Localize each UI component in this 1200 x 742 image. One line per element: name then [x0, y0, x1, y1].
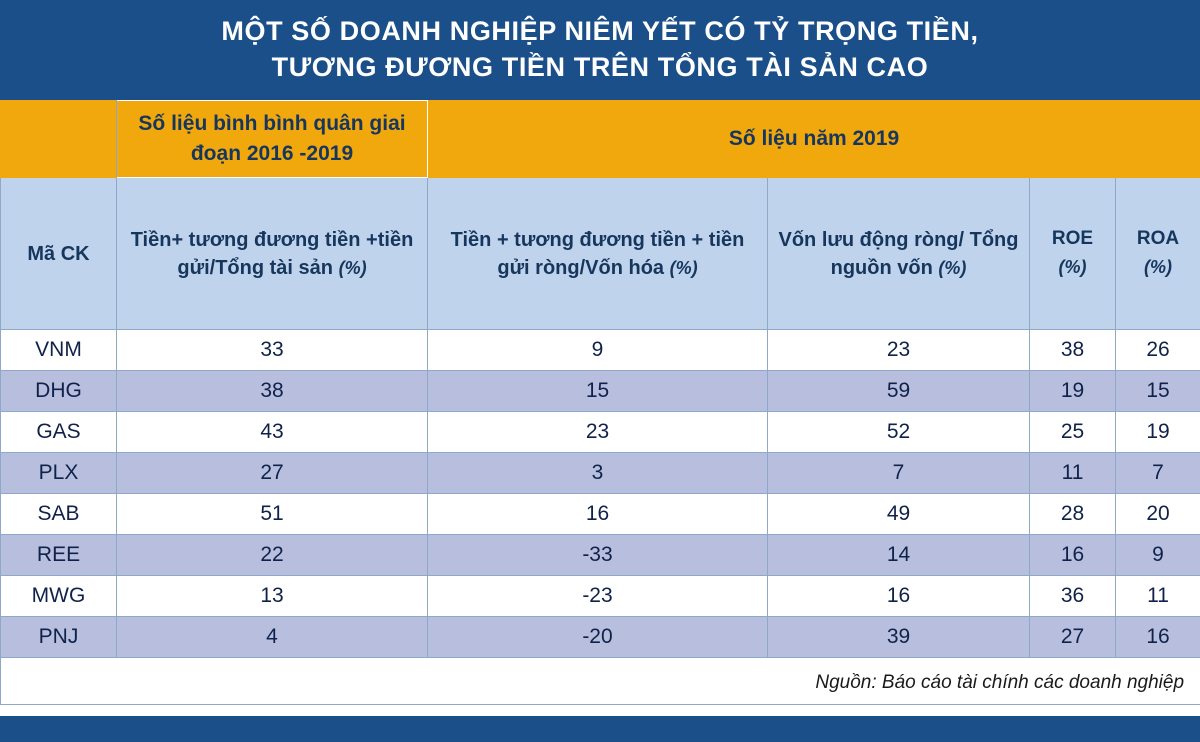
bottom-accent-strip — [0, 716, 1200, 742]
column-header-nwc-capital-unit: (%) — [938, 257, 967, 278]
cell-ticker: MWG — [1, 576, 117, 617]
column-header-roe-label: ROE — [1051, 228, 1094, 249]
cell-ticker: SAB — [1, 494, 117, 535]
cell-ticker: DHG — [1, 371, 117, 412]
table-row — [1, 453, 1200, 494]
group-header-row — [1, 101, 1200, 178]
table-row — [1, 371, 1200, 412]
cell-nwc-capital: 52 — [768, 412, 1030, 453]
title-banner — [0, 0, 1200, 100]
cell-ticker: VNM — [1, 330, 117, 371]
group-header-year-2019: Số liệu năm 2019 — [428, 101, 1200, 178]
cell-roe: 19 — [1030, 371, 1116, 412]
table-row — [1, 576, 1200, 617]
cell-cash-marketcap: 16 — [428, 494, 768, 535]
column-header-cash-marketcap-label: Tiền + tương đương tiền + tiền gửi ròng/Vốn hóa — [450, 228, 745, 279]
cell-roa: 11 — [1116, 576, 1200, 617]
column-header-ticker-label: Mã CK — [27, 242, 90, 265]
cell-roa: 19 — [1116, 412, 1200, 453]
cell-roa: 16 — [1116, 617, 1200, 658]
column-header-roa — [1116, 178, 1200, 330]
cell-nwc-capital: 7 — [768, 453, 1030, 494]
cell-roa: 15 — [1116, 371, 1200, 412]
cell-roe: 11 — [1030, 453, 1116, 494]
cell-cash-assets: 13 — [117, 576, 428, 617]
column-header-cash-assets-label: Tiền+ tương đương tiền +tiền gửi/Tổng tài sản — [130, 228, 414, 279]
column-header-cash-assets — [117, 178, 428, 330]
column-header-roa-label: ROA — [1136, 228, 1180, 249]
cell-nwc-capital: 14 — [768, 535, 1030, 576]
cell-cash-assets: 38 — [117, 371, 428, 412]
cell-cash-marketcap: 23 — [428, 412, 768, 453]
group-header-blank — [1, 101, 117, 178]
column-header-roe — [1030, 178, 1116, 330]
group-header-avg-period: Số liệu bình bình quân giai đoạn 2016 -2019 — [117, 101, 428, 178]
cell-ticker: PNJ — [1, 617, 117, 658]
column-header-cash-assets-unit: (%) — [338, 257, 367, 278]
cell-cash-assets: 22 — [117, 535, 428, 576]
cell-cash-marketcap: 3 — [428, 453, 768, 494]
title-line-2: TƯƠNG ĐƯƠNG TIỀN TRÊN TỔNG TÀI SẢN CAO — [271, 52, 929, 82]
cell-roa: 9 — [1116, 535, 1200, 576]
cell-ticker: GAS — [1, 412, 117, 453]
cell-roa: 7 — [1116, 453, 1200, 494]
table-row — [1, 330, 1200, 371]
column-header-roa-unit: (%) — [1144, 257, 1173, 277]
cell-cash-assets: 4 — [117, 617, 428, 658]
source-note: Nguồn: Báo cáo tài chính các doanh nghiệp — [1, 658, 1200, 705]
cell-ticker: REE — [1, 535, 117, 576]
cell-nwc-capital: 23 — [768, 330, 1030, 371]
table-row — [1, 412, 1200, 453]
source-row — [1, 658, 1200, 705]
cell-cash-assets: 27 — [117, 453, 428, 494]
cell-roa: 20 — [1116, 494, 1200, 535]
title-line-1: MỘT SỐ DOANH NGHIỆP NIÊM YẾT CÓ TỶ TRỌNG TIỀN, — [221, 16, 979, 46]
cell-roe: 36 — [1030, 576, 1116, 617]
cell-cash-marketcap: 15 — [428, 371, 768, 412]
cell-nwc-capital: 59 — [768, 371, 1030, 412]
cell-ticker: PLX — [1, 453, 117, 494]
cell-cash-assets: 43 — [117, 412, 428, 453]
cell-roe: 27 — [1030, 617, 1116, 658]
column-header-nwc-capital-label: Vốn lưu động ròng/ Tổng nguồn vốn — [778, 228, 1019, 279]
cell-cash-marketcap: -33 — [428, 535, 768, 576]
cell-nwc-capital: 39 — [768, 617, 1030, 658]
table-row — [1, 617, 1200, 658]
column-header-cash-marketcap-unit: (%) — [669, 257, 698, 278]
cell-cash-assets: 51 — [117, 494, 428, 535]
cell-cash-marketcap: -23 — [428, 576, 768, 617]
cell-nwc-capital: 16 — [768, 576, 1030, 617]
table-row — [1, 494, 1200, 535]
column-header-nwc-capital — [768, 178, 1030, 330]
cell-roe: 38 — [1030, 330, 1116, 371]
column-header-cash-marketcap — [428, 178, 768, 330]
cell-cash-marketcap: 9 — [428, 330, 768, 371]
data-table — [0, 100, 1200, 705]
cell-roe: 28 — [1030, 494, 1116, 535]
column-header-row — [1, 178, 1200, 330]
column-header-ticker — [1, 178, 117, 330]
table-row — [1, 535, 1200, 576]
cell-nwc-capital: 49 — [768, 494, 1030, 535]
cell-roe: 16 — [1030, 535, 1116, 576]
cell-cash-marketcap: -20 — [428, 617, 768, 658]
column-header-roe-unit: (%) — [1058, 257, 1087, 277]
cell-cash-assets: 33 — [117, 330, 428, 371]
cell-roe: 25 — [1030, 412, 1116, 453]
cell-roa: 26 — [1116, 330, 1200, 371]
